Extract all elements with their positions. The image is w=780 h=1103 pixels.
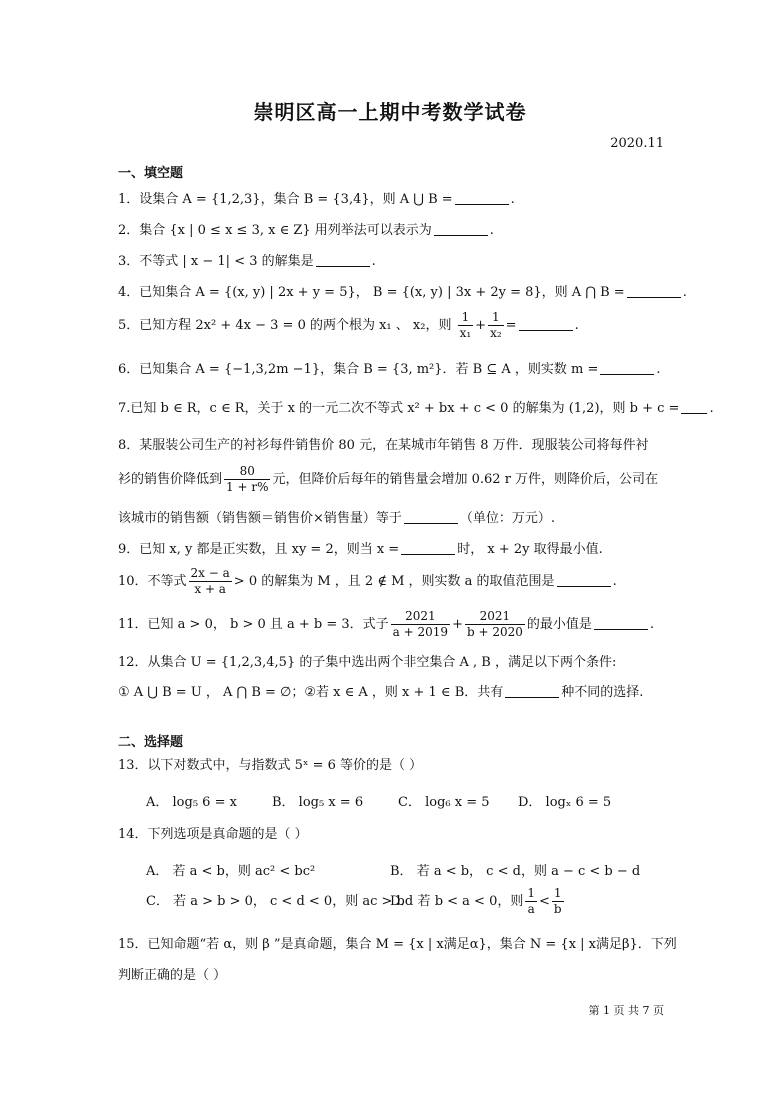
question-6: 6．已知集合 A = {−1,3,2m −1}，集合 B = {3, m²}．若 B ⊆ A ，则实数 m = . bbox=[118, 362, 661, 377]
answer-blank bbox=[627, 286, 681, 298]
answer-blank bbox=[557, 575, 611, 587]
answer-blank bbox=[519, 319, 573, 331]
option-d: D． 若 b < a < 0，则 $\frac{1}{a}$ < $\frac{1}{b}$ bbox=[390, 886, 562, 916]
question-5: 5．已知方程 2x² + 4x − 3 = 0 的两个根为 x₁ 、 x₂，则 $\frac{1}{\text{x₁}}$ + $\frac{1}{\text{x₂}}$ = . bbox=[118, 310, 579, 340]
question-4: 4．已知集合 A = {(x, y) | 2x + y = 5}， B = {(x, y) | 3x + 2y = 8}，则 A ⋂ B = . bbox=[118, 285, 687, 300]
question-10: 10．不等式 $\frac{2x - a}{x + a}$ > 0 的解集为 M ，且 2 ∉ M ，则实数 a 的取值范围是 . bbox=[118, 566, 617, 596]
section-fill-in: 一、填空题 bbox=[118, 166, 184, 181]
option-c: C． log₆ x = 5 bbox=[398, 795, 490, 810]
fraction: $\frac{2021}{b + 2020}$ bbox=[466, 609, 523, 639]
question-15-line-2: 判断正确的是（ ） bbox=[118, 968, 227, 983]
fraction: $\frac{1}{\text{x₂}}$ bbox=[490, 310, 502, 340]
question-12-line-1: 12．从集合 U = {1,2,3,4,5} 的子集中选出两个非空集合 A , B ，满足以下两个条件: bbox=[118, 655, 617, 670]
answer-blank bbox=[594, 618, 648, 630]
question-13: 13．以下对数式中，与指数式 5ˣ = 6 等价的是（ ） bbox=[118, 758, 423, 773]
answer-blank bbox=[434, 224, 488, 236]
question-14-options-row-1 bbox=[146, 860, 640, 879]
section-multiple-choice: 二、选择题 bbox=[118, 735, 184, 750]
answer-blank bbox=[505, 686, 559, 698]
exam-date: 2020.11 bbox=[610, 136, 664, 151]
answer-blank bbox=[316, 255, 370, 267]
question-8-line-3: 该城市的销售额（销售额＝销售价×销售量）等于 （单位：万元）. bbox=[118, 511, 556, 526]
question-12-line-2: ① A ⋃ B = U ， A ⋂ B = ∅；②若 x ∈ A ，则 x + 1 ∈ B．共有 种不同的选择. bbox=[118, 685, 644, 700]
answer-blank bbox=[600, 363, 654, 375]
fraction: $\frac{2021}{a + 2019}$ bbox=[392, 609, 449, 639]
option-a: A． 若 a < b，则 ac² < bc² bbox=[146, 864, 316, 879]
option-d: D． logₓ 6 = 5 bbox=[518, 795, 612, 810]
answer-blank bbox=[401, 543, 455, 555]
option-b: B． log₅ x = 6 bbox=[272, 795, 364, 810]
question-9: 9．已知 x, y 都是正实数，且 xy = 2，则当 x = 时， x + 2y 取得最小值. bbox=[118, 542, 603, 557]
fraction: $\frac{80}{1 + r\%}$ bbox=[226, 464, 269, 494]
question-13-options bbox=[146, 791, 611, 810]
question-3: 3．不等式 | x − 1| < 3 的解集是 . bbox=[118, 254, 376, 269]
page-number: 第 1 页 共 7 页 bbox=[588, 1004, 664, 1017]
fraction: $\frac{1}{b}$ bbox=[553, 886, 562, 916]
question-14-options-row-2 bbox=[146, 886, 566, 917]
fraction: $\frac{2x - a}{x + a}$ bbox=[190, 566, 230, 596]
option-a: A． log₅ 6 = x bbox=[146, 795, 237, 810]
page-title: 崇明区高一上期中考数学试卷 bbox=[253, 100, 527, 124]
question-8-line-1: 8．某服装公司生产的衬衫每件销售价 80 元，在某城市年销售 8 万件．现服装公司将每件衬 bbox=[118, 438, 649, 453]
option-c: C． 若 a > b > 0， c < d < 0，则 ac > bd bbox=[146, 894, 414, 909]
question-15-line-1: 15．已知命题“若 α，则 β ”是真命题，集合 M = {x | x满足α}，集合 N = {x | x满足β}．下列 bbox=[118, 937, 677, 952]
answer-blank bbox=[455, 193, 509, 205]
fraction: $\frac{1}{a}$ bbox=[527, 886, 535, 916]
question-8-line-2: 衫的销售价降低到 $\frac{80}{1 + r\%}$ 元，但降价后每年的销售量会增加 0.62 r 万件，则降价后，公司在 bbox=[118, 464, 659, 494]
question-11: 11．已知 a > 0， b > 0 且 a + b = 3．式子 $\frac{2021}{a + 2019}$ + $\frac{2021}{b + 2020}$ 的最小值是 . bbox=[118, 609, 655, 639]
question-2: 2．集合 {x | 0 ≤ x ≤ 3, x ∈ Z} 用列举法可以表示为 . bbox=[118, 223, 494, 238]
fraction: $\frac{1}{\text{x₁}}$ bbox=[459, 310, 472, 340]
question-14: 14．下列选项是真命题的是（ ） bbox=[118, 827, 308, 842]
answer-blank bbox=[681, 402, 707, 414]
answer-blank bbox=[404, 512, 458, 524]
question-1: 1．设集合 A = {1,2,3}，集合 B = {3,4}，则 A ⋃ B = . bbox=[118, 192, 515, 207]
question-7: 7.已知 b ∈ R，c ∈ R，关于 x 的一元二次不等式 x² + bx + c < 0 的解集为 (1,2)，则 b + c = . bbox=[118, 401, 714, 416]
option-b: B． 若 a < b， c < d，则 a − c < b − d bbox=[390, 864, 641, 879]
